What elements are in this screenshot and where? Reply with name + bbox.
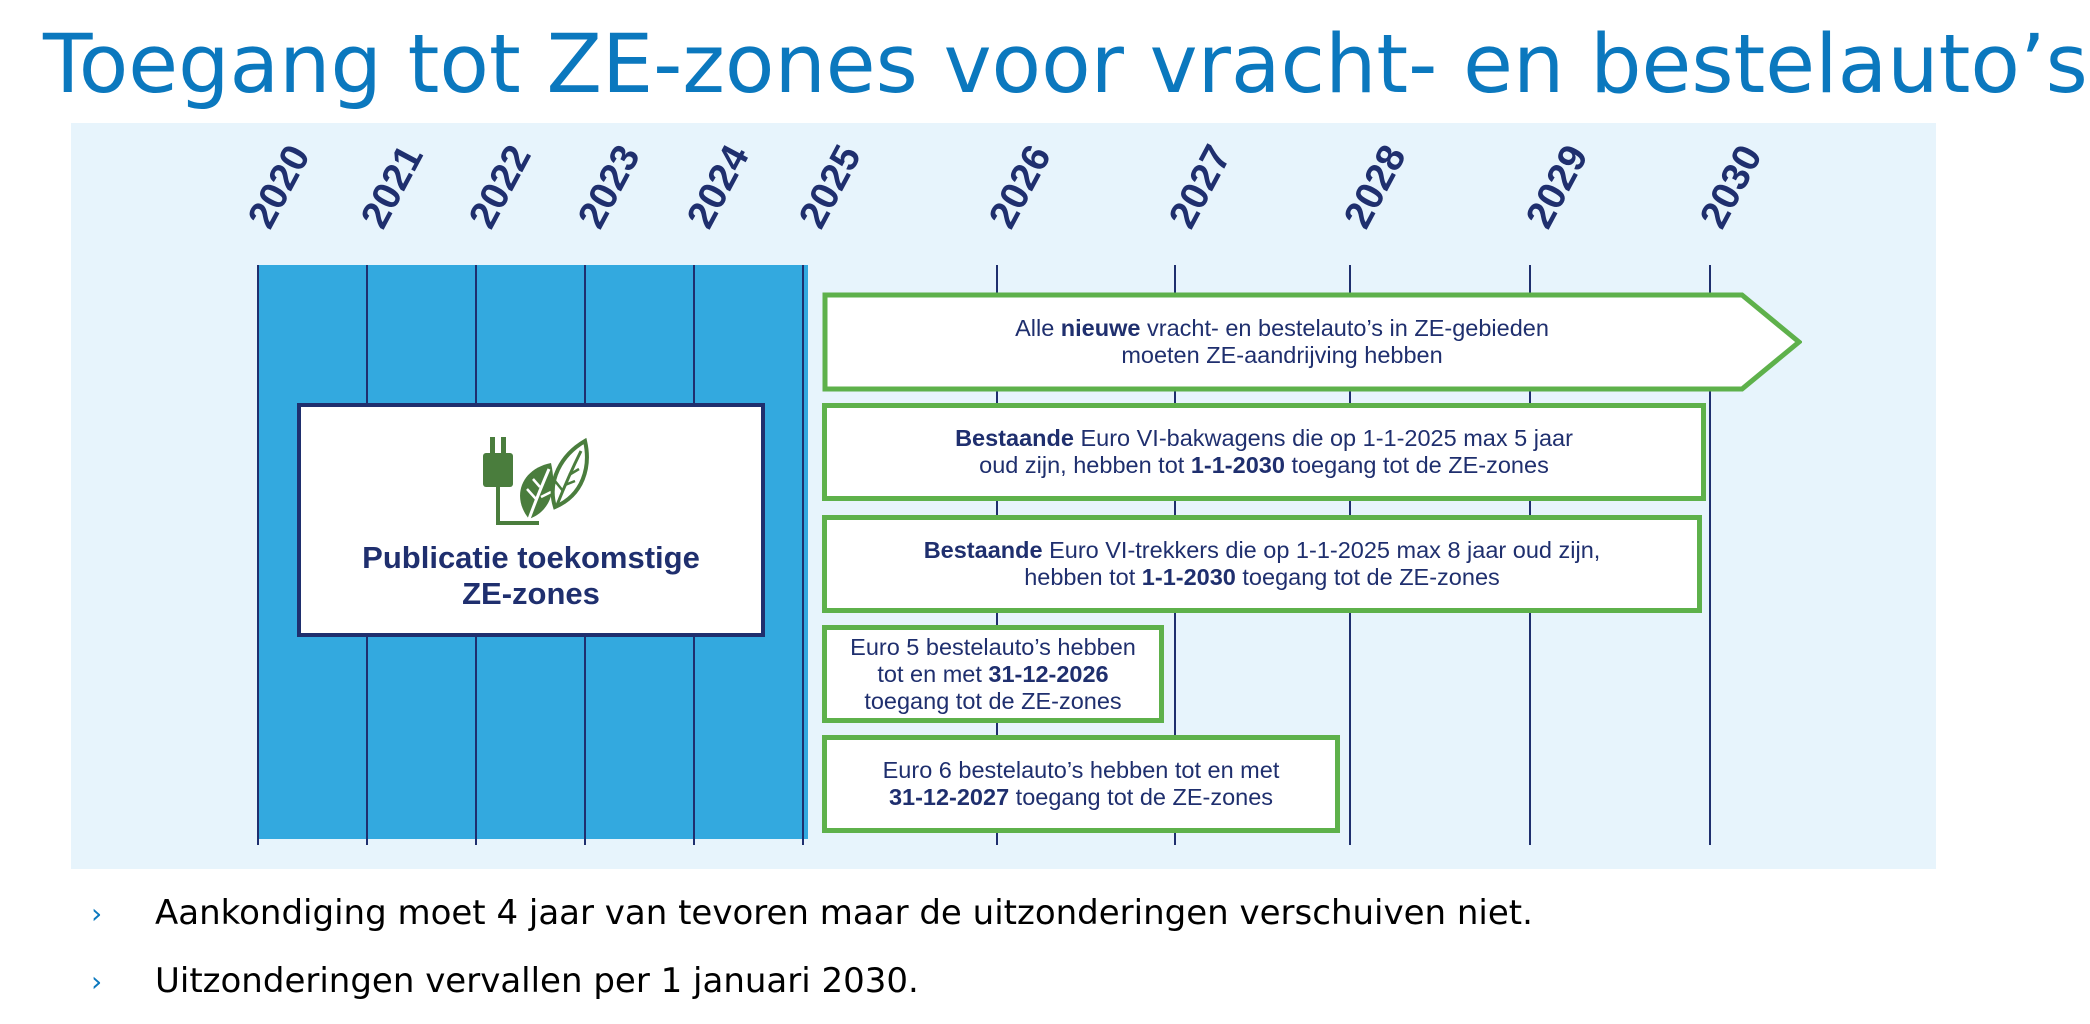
page-title: Toegang tot ZE-zones voor vracht- en bestelauto’s	[43, 18, 2088, 112]
year-label: 2023	[570, 138, 649, 236]
euro6-box: Euro 6 bestelauto’s hebben tot en met 31-12-2027 toegang tot de ZE-zones	[822, 735, 1340, 833]
euro5-box: Euro 5 bestelauto’s hebben tot en met 31-12-2026 toegang tot de ZE-zones	[822, 625, 1164, 723]
year-label: 2028	[1336, 138, 1415, 236]
bullet-text-2: Uitzonderingen vervallen per 1 januari 2030.	[155, 961, 919, 1001]
year-label: 2030	[1692, 138, 1771, 236]
year-label: 2020	[240, 138, 319, 236]
bakwagens-box: Bestaande Euro VI-bakwagens die op 1-1-2025 max 5 jaar oud zijn, hebben tot 1-1-2030 toegang tot de ZE-zones	[822, 403, 1706, 501]
publication-box	[297, 403, 765, 637]
bullet-text-1: Aankondiging moet 4 jaar van tevoren maar de uitzonderingen verschuiven niet.	[155, 893, 1533, 933]
publication-line2: ZE-zones	[462, 576, 600, 611]
year-label: 2026	[981, 138, 1060, 236]
trekkers-box: Bestaande Euro VI-trekkers die op 1-1-2025 max 8 jaar oud zijn, hebben tot 1-1-2030 toegang tot de ZE-zones	[822, 515, 1702, 613]
plug-leaf-icon	[481, 437, 591, 532]
year-label: 2029	[1518, 138, 1597, 236]
year-line-2020	[257, 265, 259, 845]
publication-line1: Publicatie toekomstige	[362, 540, 700, 575]
year-line-2025	[802, 265, 804, 845]
year-label: 2022	[461, 138, 540, 236]
year-label: 2021	[353, 138, 432, 236]
bullet-marker: ›	[91, 897, 103, 930]
year-label: 2025	[791, 138, 870, 236]
bullet-marker: ›	[91, 965, 103, 998]
publication-label	[301, 540, 761, 612]
year-label: 2024	[679, 138, 758, 236]
year-label: 2027	[1161, 138, 1240, 236]
new-vehicles-text: Alle nieuwe vracht- en bestelauto’s in ZE-gebieden moeten ZE-aandrijving hebben	[1015, 315, 1549, 368]
